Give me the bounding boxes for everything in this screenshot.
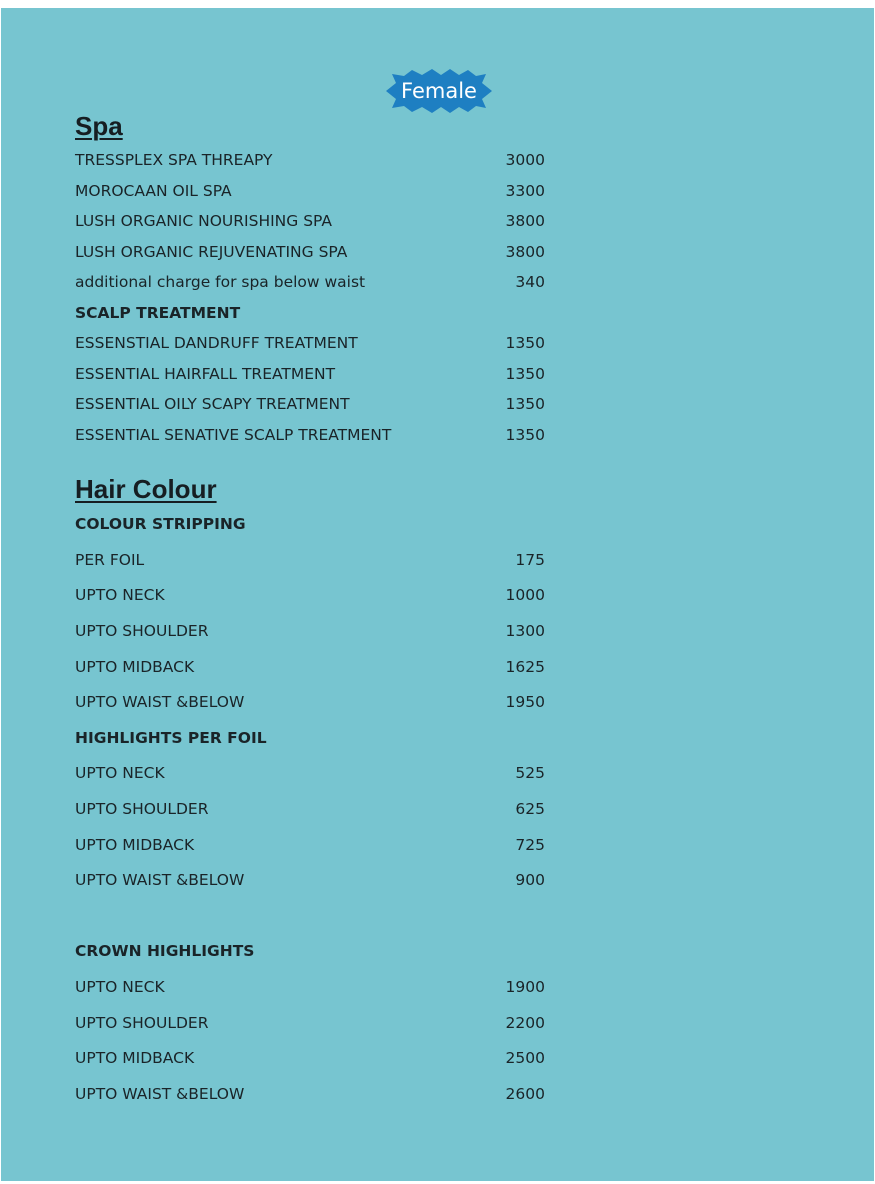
service-price: 1350	[505, 426, 545, 444]
service-price: 900	[515, 871, 545, 889]
service-name: UPTO WAIST &BELOW	[75, 1085, 245, 1103]
price-row	[75, 976, 545, 998]
price-row	[75, 271, 545, 293]
price-row	[75, 363, 545, 385]
price-row	[75, 1012, 545, 1034]
price-row	[75, 393, 545, 415]
price-row	[75, 180, 545, 202]
service-price: 1950	[505, 693, 545, 711]
price-row	[75, 762, 545, 784]
service-name: UPTO SHOULDER	[75, 1014, 209, 1032]
price-row	[75, 332, 545, 354]
crown-highlights-heading: CROWN HIGHLIGHTS	[75, 942, 255, 960]
service-name: ESSENSTIAL DANDRUFF TREATMENT	[75, 334, 358, 352]
hair-colour-heading: Hair Colour	[75, 474, 217, 504]
service-price: 625	[515, 800, 545, 818]
price-row	[75, 620, 545, 642]
service-name: UPTO NECK	[75, 978, 165, 996]
service-price: 1900	[505, 978, 545, 996]
price-row	[75, 584, 545, 606]
service-price: 175	[515, 551, 545, 569]
price-row	[75, 869, 545, 891]
price-row	[75, 241, 545, 263]
service-name: ESSENTIAL OILY SCAPY TREATMENT	[75, 395, 350, 413]
service-name: LUSH ORGANIC REJUVENATING SPA	[75, 243, 348, 261]
service-name: UPTO WAIST &BELOW	[75, 693, 245, 711]
service-name: ESSENTIAL SENATIVE SCALP TREATMENT	[75, 426, 392, 444]
service-name: UPTO MIDBACK	[75, 1049, 195, 1067]
service-price: 3300	[505, 182, 545, 200]
service-name: UPTO NECK	[75, 764, 165, 782]
colour-stripping-heading: COLOUR STRIPPING	[75, 515, 246, 533]
service-price: 3000	[505, 151, 545, 169]
service-price: 2500	[505, 1049, 545, 1067]
service-name: UPTO NECK	[75, 586, 165, 604]
price-row	[75, 656, 545, 678]
service-price: 340	[515, 273, 545, 291]
service-name: ESSENTIAL HAIRFALL TREATMENT	[75, 365, 336, 383]
service-price: 525	[515, 764, 545, 782]
price-row	[75, 424, 545, 446]
service-price: 725	[515, 836, 545, 854]
service-name: UPTO MIDBACK	[75, 836, 195, 854]
service-price: 2200	[505, 1014, 545, 1032]
highlights-per-foil-heading: HIGHLIGHTS PER FOIL	[75, 729, 267, 747]
service-price: 1350	[505, 365, 545, 383]
service-name: MOROCAAN OIL SPA	[75, 182, 232, 200]
service-price: 1350	[505, 395, 545, 413]
badge-label: Female	[401, 79, 477, 103]
service-name: TRESSPLEX SPA THREAPY	[75, 151, 273, 169]
service-price: 3800	[505, 243, 545, 261]
female-badge	[386, 68, 492, 114]
service-name: UPTO SHOULDER	[75, 800, 209, 818]
service-name: additional charge for spa below waist	[75, 273, 366, 291]
service-name: LUSH ORGANIC NOURISHING SPA	[75, 212, 333, 230]
service-price: 1000	[505, 586, 545, 604]
price-row	[75, 691, 545, 713]
service-price: 3800	[505, 212, 545, 230]
price-row	[75, 834, 545, 856]
service-price: 1625	[505, 658, 545, 676]
price-row	[75, 149, 545, 171]
service-name: UPTO WAIST &BELOW	[75, 871, 245, 889]
service-name: UPTO SHOULDER	[75, 622, 209, 640]
service-price: 1350	[505, 334, 545, 352]
service-price: 2600	[505, 1085, 545, 1103]
price-row	[75, 549, 545, 571]
spa-heading: Spa	[75, 111, 123, 141]
price-row	[75, 1083, 545, 1105]
service-name: PER FOIL	[75, 551, 145, 569]
service-name: UPTO MIDBACK	[75, 658, 195, 676]
price-row	[75, 798, 545, 820]
price-row	[75, 1047, 545, 1069]
service-price: 1300	[505, 622, 545, 640]
price-menu-page	[1, 8, 874, 1181]
scalp-treatment-heading: SCALP TREATMENT	[75, 304, 241, 322]
price-row	[75, 210, 545, 232]
